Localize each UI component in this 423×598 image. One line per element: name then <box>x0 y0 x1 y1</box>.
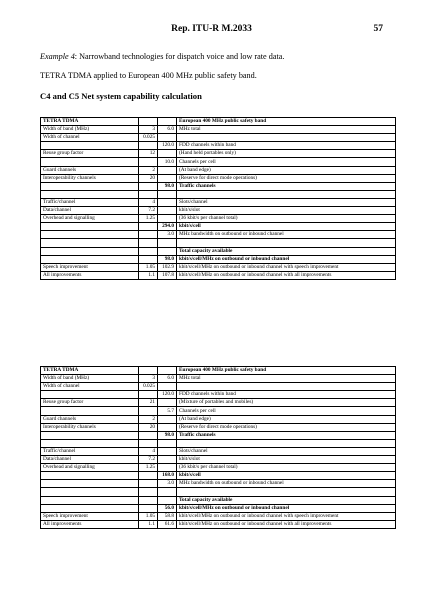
description-cell: (At band edge) <box>177 166 396 174</box>
result-value-cell: 56.0 <box>158 504 177 512</box>
label-cell <box>41 496 139 504</box>
description-cell: (36 kbit/s per channel total) <box>177 215 396 223</box>
label-cell: Data/channel <box>41 456 139 464</box>
result-value-cell: 102.9 <box>158 263 177 271</box>
table-row <box>41 480 396 488</box>
description-cell <box>177 239 396 247</box>
result-value-cell: 3.0 <box>158 480 177 488</box>
example-text: : Narrowband technologies for dispatch voice and low rate data. <box>74 52 285 61</box>
result-value-cell <box>158 118 177 126</box>
description-cell: kbit/s/cell/MHz on outbound or inbound channel with speech improvement <box>177 512 396 520</box>
label-cell: All improvements <box>41 520 139 528</box>
input-value-cell <box>139 431 158 439</box>
table-row <box>41 126 396 134</box>
description-cell: kbit/s/cell/MHz on outbound or inbound channel with all improvements <box>177 520 396 528</box>
label-cell <box>41 255 139 263</box>
table-row <box>41 182 396 190</box>
result-value-cell: 61.6 <box>158 520 177 528</box>
result-value-cell: 5.7 <box>158 407 177 415</box>
input-value-cell <box>139 367 158 375</box>
result-value-cell <box>158 399 177 407</box>
result-value-cell <box>158 456 177 464</box>
input-value-cell <box>139 255 158 263</box>
input-value-cell <box>139 472 158 480</box>
input-value-cell <box>139 158 158 166</box>
result-value-cell: 120.0 <box>158 391 177 399</box>
input-value-cell: 0.025 <box>139 134 158 142</box>
result-value-cell <box>158 239 177 247</box>
label-cell: Reuse group factor <box>41 399 139 407</box>
label-cell <box>41 158 139 166</box>
input-value-cell <box>139 239 158 247</box>
table-row <box>41 456 396 464</box>
result-value-cell <box>158 190 177 198</box>
table-row <box>41 166 396 174</box>
description-cell: European 400 MHz public safety band <box>177 367 396 375</box>
description-cell: kbit/s/cell/MHz on outbound or inbound channel <box>177 255 396 263</box>
table-row <box>41 415 396 423</box>
description-cell: MHz bandwidth on outbound or inbound channel <box>177 480 396 488</box>
input-value-cell: 1.1 <box>139 271 158 279</box>
input-value-cell: 3 <box>139 126 158 134</box>
label-cell: Traffic/channel <box>41 447 139 455</box>
label-cell: Speech improvement <box>41 512 139 520</box>
input-value-cell <box>139 118 158 126</box>
table-row <box>41 464 396 472</box>
description-cell: kbit/s/cell/MHz on outbound or inbound channel <box>177 504 396 512</box>
table-row <box>41 223 396 231</box>
input-value-cell <box>139 407 158 415</box>
description-cell: Traffic channels <box>177 182 396 190</box>
result-value-cell <box>158 174 177 182</box>
section-title: C4 and C5 Net system capability calculation <box>40 91 202 101</box>
table-row <box>41 134 396 142</box>
label-cell <box>41 480 139 488</box>
description-cell: Channels per cell <box>177 407 396 415</box>
input-value-cell <box>139 142 158 150</box>
label-cell <box>41 431 139 439</box>
result-value-cell <box>158 488 177 496</box>
label-cell <box>41 231 139 239</box>
label-cell <box>41 439 139 447</box>
result-value-cell: 98.0 <box>158 255 177 263</box>
table-row <box>41 215 396 223</box>
label-cell <box>41 504 139 512</box>
table-row <box>41 255 396 263</box>
input-value-cell <box>139 391 158 399</box>
label-cell: Width of band (MHz) <box>41 126 139 134</box>
table-row <box>41 247 396 255</box>
result-value-cell: 294.0 <box>158 223 177 231</box>
table-row <box>41 512 396 520</box>
description-cell <box>177 488 396 496</box>
table-row <box>41 399 396 407</box>
description-cell: kbit/s/slot <box>177 207 396 215</box>
result-value-cell <box>158 415 177 423</box>
label-cell: Guard channels <box>41 415 139 423</box>
table-row <box>41 142 396 150</box>
result-value-cell: 107.8 <box>158 271 177 279</box>
label-cell <box>41 472 139 480</box>
page-header <box>0 24 423 36</box>
input-value-cell: 1.05 <box>139 263 158 271</box>
description-cell: Total capacity available <box>177 496 396 504</box>
label-cell: Interoperability channels <box>41 423 139 431</box>
description-cell: kbit/s/cell/MHz on outbound or inbound channel with speech improvement <box>177 263 396 271</box>
label-cell <box>41 182 139 190</box>
label-cell: Overhead and signalling <box>41 215 139 223</box>
input-value-cell <box>139 247 158 255</box>
report-title: Rep. ITU-R M.2033 <box>171 24 252 34</box>
result-value-cell <box>158 439 177 447</box>
description-cell <box>177 383 396 391</box>
description-cell: European 400 MHz public safety band <box>177 118 396 126</box>
input-value-cell <box>139 223 158 231</box>
input-value-cell: 1.25 <box>139 464 158 472</box>
label-cell: Width of band (MHz) <box>41 375 139 383</box>
table-row <box>41 198 396 206</box>
capability-table-2 <box>40 366 396 529</box>
input-value-cell <box>139 504 158 512</box>
description-cell: MHz total <box>177 375 396 383</box>
result-value-cell: 98.0 <box>158 182 177 190</box>
description-cell: (At band edge) <box>177 415 396 423</box>
table-row <box>41 520 396 528</box>
table-row <box>41 207 396 215</box>
label-cell <box>41 223 139 231</box>
result-value-cell: 10.0 <box>158 158 177 166</box>
label-cell: Overhead and signalling <box>41 464 139 472</box>
description-cell: (Hand held portables only) <box>177 150 396 158</box>
table-row <box>41 423 396 431</box>
description-cell: Slots/channel <box>177 198 396 206</box>
description-cell: Traffic channels <box>177 431 396 439</box>
table-row <box>41 504 396 512</box>
input-value-cell: 3 <box>139 375 158 383</box>
input-value-cell: 12 <box>139 150 158 158</box>
description-cell: (Reserve for direct mode operations) <box>177 174 396 182</box>
result-value-cell <box>158 215 177 223</box>
table-row <box>41 472 396 480</box>
table-row <box>41 118 396 126</box>
input-value-cell: 2 <box>139 166 158 174</box>
description-cell: kbit/s/cell <box>177 223 396 231</box>
table-row <box>41 174 396 182</box>
input-value-cell <box>139 488 158 496</box>
table-row <box>41 375 396 383</box>
label-cell: TETRA TDMA <box>41 367 139 375</box>
result-value-cell: 6.0 <box>158 375 177 383</box>
description-cell: (Mixture of portables and mobiles) <box>177 399 396 407</box>
input-value-cell: 0.025 <box>139 383 158 391</box>
result-value-cell: 168.0 <box>158 472 177 480</box>
description-cell: Total capacity available <box>177 247 396 255</box>
table-row <box>41 150 396 158</box>
result-value-cell <box>158 496 177 504</box>
table-row <box>41 439 396 447</box>
table-row <box>41 488 396 496</box>
input-value-cell <box>139 182 158 190</box>
result-value-cell: 3.0 <box>158 231 177 239</box>
description-cell: MHz bandwidth on outbound or inbound channel <box>177 231 396 239</box>
table-row <box>41 263 396 271</box>
result-value-cell <box>158 166 177 174</box>
table-row <box>41 447 396 455</box>
description-cell: (Reserve for direct mode operations) <box>177 423 396 431</box>
label-cell: Width of channel <box>41 383 139 391</box>
table-row <box>41 239 396 247</box>
result-value-cell: 6.0 <box>158 126 177 134</box>
input-value-cell: 1.25 <box>139 215 158 223</box>
label-cell: Interoperability channels <box>41 174 139 182</box>
result-value-cell <box>158 198 177 206</box>
label-cell <box>41 247 139 255</box>
description-cell: kbit/s/slot <box>177 456 396 464</box>
label-cell <box>41 488 139 496</box>
result-value-cell: 58.8 <box>158 512 177 520</box>
input-value-cell: 20 <box>139 174 158 182</box>
input-value-cell <box>139 496 158 504</box>
label-cell <box>41 142 139 150</box>
intro-paragraph: TETRA TDMA applied to European 400 MHz public safety band. <box>40 71 257 80</box>
result-value-cell <box>158 423 177 431</box>
label-cell: Width of channel <box>41 134 139 142</box>
input-value-cell <box>139 480 158 488</box>
capability-table-1 <box>40 117 396 280</box>
label-cell: Guard channels <box>41 166 139 174</box>
label-cell: Speech improvement <box>41 263 139 271</box>
result-value-cell <box>158 383 177 391</box>
result-value-cell <box>158 464 177 472</box>
table-row <box>41 391 396 399</box>
result-value-cell <box>158 207 177 215</box>
input-value-cell: 4 <box>139 447 158 455</box>
label-cell <box>41 239 139 247</box>
input-value-cell <box>139 231 158 239</box>
input-value-cell: 1.05 <box>139 512 158 520</box>
result-value-cell <box>158 367 177 375</box>
example-label: Example 4 <box>40 52 75 61</box>
description-cell: Slots/channel <box>177 447 396 455</box>
label-cell: All improvements <box>41 271 139 279</box>
label-cell: Traffic/channel <box>41 198 139 206</box>
table-row <box>41 231 396 239</box>
result-value-cell <box>158 150 177 158</box>
description-cell <box>177 190 396 198</box>
description-cell: Channels per cell <box>177 158 396 166</box>
input-value-cell: 1.1 <box>139 520 158 528</box>
description-cell: kbit/s/cell <box>177 472 396 480</box>
input-value-cell: 7.2 <box>139 456 158 464</box>
input-value-cell: 2 <box>139 415 158 423</box>
result-value-cell: 98.0 <box>158 431 177 439</box>
input-value-cell: 4 <box>139 198 158 206</box>
label-cell <box>41 190 139 198</box>
table-row <box>41 383 396 391</box>
input-value-cell: 7.2 <box>139 207 158 215</box>
result-value-cell: 120.0 <box>158 142 177 150</box>
result-value-cell <box>158 247 177 255</box>
table-row <box>41 431 396 439</box>
label-cell <box>41 391 139 399</box>
table-row <box>41 496 396 504</box>
description-cell: MHz total <box>177 126 396 134</box>
description-cell <box>177 134 396 142</box>
label-cell <box>41 407 139 415</box>
result-value-cell <box>158 447 177 455</box>
description-cell: FDD channels within band <box>177 142 396 150</box>
description-cell <box>177 439 396 447</box>
table-row <box>41 190 396 198</box>
table-row <box>41 407 396 415</box>
input-value-cell <box>139 190 158 198</box>
table-row <box>41 158 396 166</box>
input-value-cell <box>139 439 158 447</box>
table-row <box>41 367 396 375</box>
table-row <box>41 271 396 279</box>
page-number: 57 <box>373 24 383 34</box>
label-cell: TETRA TDMA <box>41 118 139 126</box>
input-value-cell: 21 <box>139 399 158 407</box>
label-cell: Data/channel <box>41 207 139 215</box>
description-cell: (36 kbit/s per channel total) <box>177 464 396 472</box>
example-paragraph <box>40 52 284 61</box>
input-value-cell: 20 <box>139 423 158 431</box>
description-cell: FDD channels within band <box>177 391 396 399</box>
label-cell: Reuse group factor <box>41 150 139 158</box>
result-value-cell <box>158 134 177 142</box>
description-cell: kbit/s/cell/MHz on outbound or inbound channel with all improvements <box>177 271 396 279</box>
